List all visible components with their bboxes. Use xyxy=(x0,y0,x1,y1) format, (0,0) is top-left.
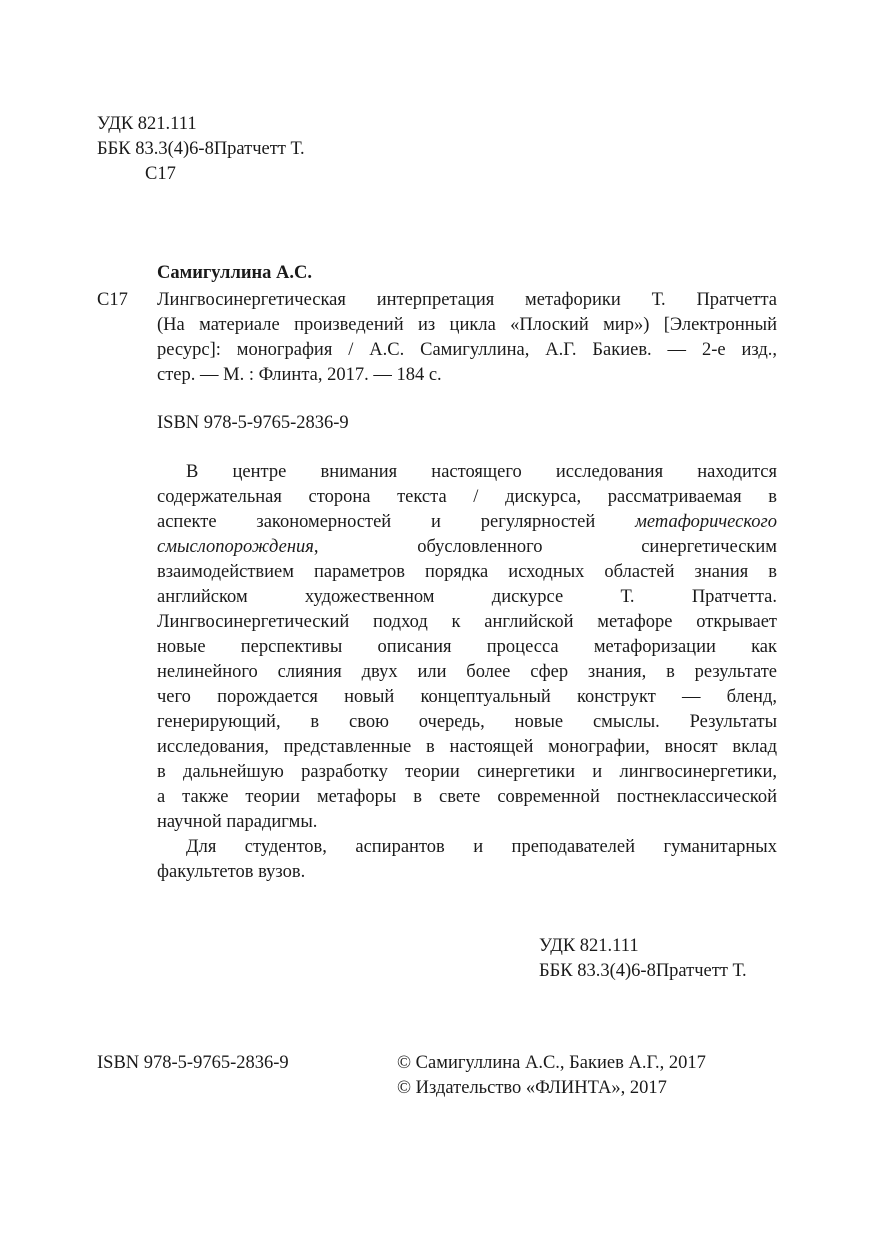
bib-line-2: (На материале произведений из цикла «Плоский мир») [Электронный xyxy=(157,315,777,335)
abstract-text: , обусловленного синергетическим xyxy=(313,537,777,557)
classification-bbk: ББК 83.3(4)6-8Пратчетт Т. xyxy=(539,961,747,981)
abstract-line: в дальнейшую разработку теории синергетики и лингвосинергетики, xyxy=(157,762,777,782)
bib-line-1: Лингвосинергетическая интерпретация метафорики Т. Пратчетта xyxy=(157,290,777,310)
abstract-line xyxy=(157,510,777,535)
footer-isbn: ISBN 978-5-9765-2836-9 xyxy=(97,1053,289,1073)
copyright-publisher: © Издательство «ФЛИНТА», 2017 xyxy=(397,1078,667,1098)
header-udk: УДК 821.111 xyxy=(97,114,197,134)
abstract-line: нелинейного слияния двух или более сфер знания, в результате xyxy=(157,662,777,682)
abstract-italic-term: смыслопорождения xyxy=(157,537,314,557)
abstract-line: В центре внимания настоящего исследования находится xyxy=(186,462,777,482)
abstract-line: Лингвосинергетический подход к английской метафоре открывает xyxy=(157,612,777,632)
audience-line: Для студентов, аспирантов и преподавателей гуманитарных xyxy=(186,837,777,857)
abstract-line: чего порождается новый концептуальный конструкт — бленд, xyxy=(157,687,777,707)
bib-line-3: ресурс]: монография / А.С. Самигуллина, А.Г. Бакиев. — 2-е изд., xyxy=(157,340,777,360)
abstract-line: исследования, представленные в настоящей монографии, вносят вклад xyxy=(157,737,777,757)
abstract-italic-term: метафорического xyxy=(635,512,777,532)
abstract-line: новые перспективы описания процесса метафоризации как xyxy=(157,637,777,657)
abstract-line: взаимодействием параметров порядка исходных областей знания в xyxy=(157,562,777,582)
bib-line-4: стер. — М. : Флинта, 2017. — 184 с. xyxy=(157,365,442,385)
abstract-line: научной парадигмы. xyxy=(157,812,318,832)
audience-line: факультетов вузов. xyxy=(157,862,306,882)
bib-isbn: ISBN 978-5-9765-2836-9 xyxy=(157,413,349,433)
abstract-text: аспекте закономерностей и регулярностей xyxy=(157,512,636,532)
bib-code: С17 xyxy=(97,290,128,310)
author-name: Самигуллина А.С. xyxy=(157,263,312,283)
classification-udk: УДК 821.111 xyxy=(539,936,639,956)
copyright-authors: © Самигуллина А.С., Бакиев А.Г., 2017 xyxy=(397,1053,706,1073)
abstract-line: содержательная сторона текста / дискурса, рассматриваемая в xyxy=(157,487,777,507)
abstract-line: генерирующий, в свою очередь, новые смыслы. Результаты xyxy=(157,712,777,732)
abstract-line: а также теории метафоры в свете современной постнеклассической xyxy=(157,787,777,807)
abstract-line xyxy=(157,535,777,560)
header-bbk: ББК 83.3(4)6-8Пратчетт Т. xyxy=(97,139,305,159)
header-code: С17 xyxy=(145,164,176,184)
abstract-line: английском художественном дискурсе Т. Пратчетта. xyxy=(157,587,777,607)
